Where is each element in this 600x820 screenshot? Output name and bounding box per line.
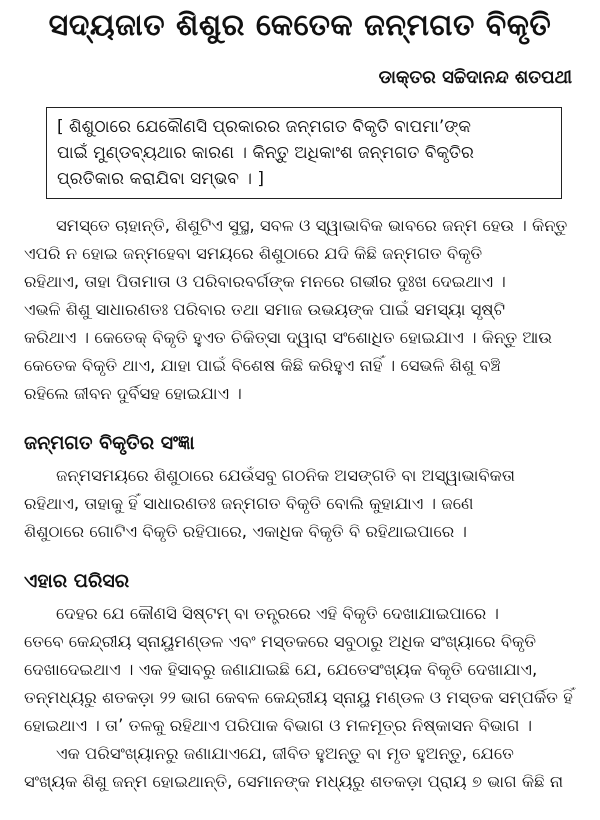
paragraph-line: ଜନ୍ମସମୟରେ ଶିଶୁଠାରେ ଯେଉଁସବୁ ଗଠନିକ ଅସଙ୍ଗତି ବା ଅସ୍ୱାଭାବିକତା <box>56 466 515 485</box>
intro-paragraph <box>24 212 580 408</box>
paragraph-line: ଶିଶୁଠାରେ ଗୋଟିଏ ବିକୃତି ରହିପାରେ, ଏକାଧିକ ବିକୃତି ବି ରହିଥାଇପାରେ । <box>24 522 467 541</box>
section-heading-scope: ଏହାର ପରିସର <box>24 570 130 592</box>
paragraph-line: କେତେକ ବିକୃତି ଥାଏ, ଯାହା ପାଇଁ ବିଶେଷ କିଛି କରିହୁଏ ନାହିଁ । ସେଭଳି ଶିଶୁ ବଞ୍ଚି <box>24 356 501 375</box>
paragraph-line: ଏପରି ନ ହୋଇ ଜନ୍ମହେବା ସମୟରେ ଶିଶୁଠାରେ ଯଦି କିଛି ଜନ୍ମଗତ ବିକୃତି <box>24 244 483 263</box>
section-heading-definition: ଜନ୍ମଗତ ବିକୃତିର ସଂଜ୍ଞା <box>24 432 195 454</box>
paragraph-line: ରହିଲେ ଜୀବନ ଦୁର୍ବିସହ ହୋଇଯାଏ । <box>24 384 242 403</box>
paragraph-line: ସଂଖ୍ୟକ ଶିଶୁ ଜନ୍ମ ହୋଇଥାନ୍ତି, ସେମାନଙ୍କ ମଧ୍ୟରୁ ଶତକଡ଼ା ପ୍ରାୟ ୭ ଭାଗ କିଛି ନା <box>24 772 564 791</box>
scope-paragraph <box>24 600 580 796</box>
abstract-box <box>46 107 562 199</box>
abstract-line: ପ୍ରତିକାର କରାଯିବା ସମ୍ଭବ । ] <box>57 169 265 189</box>
paragraph-line: ରହିଥାଏ, ତାହାକୁ ହିଁ ସାଧାରଣତଃ ଜନ୍ମଗତ ବିକୃତି ବୋଲି କୁହାଯାଏ । ଜଣେ <box>24 494 474 513</box>
article-title: ସଦ୍ୟଜାତ ଶିଶୁର କେତେକ ଜନ୍ମଗତ ବିକୃତି <box>48 8 552 43</box>
paragraph-line: ରହିଥାଏ, ତାହା ପିତାମାତା ଓ ପରିବାରବର୍ଗଙ୍କ ମନରେ ଗଭୀର ଦୁଃଖ ଦେଇଥାଏ । <box>24 272 506 291</box>
paragraph-line: କରିଥାଏ । କେତେକ୍ ବିକୃତି ହୁଏତ ଚିକିତ୍ସା ଦ୍ୱାରା ସଂଶୋଧିତ ହୋଇଯାଏ । କିନ୍ତୁ ଆଉ <box>24 328 553 347</box>
abstract-line: [ ଶିଶୁଠାରେ ଯେକୌଣସି ପ୍ରକାରର ଜନ୍ମଗତ ବିକୃତି ବାପମା’ଙ୍କ <box>57 117 471 137</box>
paragraph-line: ତେବେ କେନ୍ଦ୍ରୀୟ ସ୍ନାୟୁମଣ୍ଡଳ ଏବଂ ମସ୍ତକରେ ସବୁଠାରୁ ଅଧିକ ସଂଖ୍ୟାରେ ବିକୃତି <box>24 632 537 651</box>
paragraph-line: ହୋଇଥାଏ । ତା’ ତଳକୁ ରହିଥାଏ ପରିପାକ ବିଭାଗ ଓ ମଳମୂତ୍ର ନିଷ୍କାସନ ବିଭାଗ । <box>24 716 533 735</box>
author-name: ଡାକ୍ତର ସଚ୍ଚିଦାନନ୍ଦ ଶତପଥୀ <box>378 67 572 88</box>
definition-paragraph <box>24 462 580 546</box>
abstract-line: ପାଇଁ ମୁଣ୍ଡବ୍ୟଥାର କାରଣ । କିନ୍ତୁ ଅଧିକାଂଶ ଜନ୍ମଗତ ବିକୃତିର <box>57 143 474 163</box>
paragraph-line: ଏକ ପରିସଂଖ୍ୟାନରୁ ଜଣାଯାଏଯେ, ଜୀବିତ ହୁଅନ୍ତୁ ବା ମୃତ ହୁଅନ୍ତୁ, ଯେତେ <box>56 744 514 763</box>
paragraph-line: ଦେଖାଦେଇଥାଏ । ଏକ ହିସାବରୁ ଜଣାଯାଇଛି ଯେ, ଯେତେସଂଖ୍ୟକ ବିକୃତି ଦେଖାଯାଏ, <box>24 660 538 679</box>
paragraph-line: ଦେହର ଯେ କୌଣସି ସିଷ୍ଟମ୍ ବା ତନ୍ତ୍ରରେ ଏହି ବିକୃତି ଦେଖାଯାଇପାରେ । <box>56 604 499 623</box>
paragraph-line: ତନ୍ମଧ୍ୟରୁ ଶତକଡ଼ା ୨୨ ଭାଗ କେବଳ କେନ୍ଦ୍ରୀୟ ସ୍ନାୟୁ ମଣ୍ଡଳ ଓ ମସ୍ତକ ସମ୍ପର୍କିତ ହିଁ <box>24 688 573 707</box>
paragraph-line: ସମସ୍ତେ ଚାହାନ୍ତି, ଶିଶୁଟିଏ ସୁସ୍ଥ, ସବଳ ଓ ସ୍ୱାଭାବିକ ଭାବରେ ଜନ୍ମ ହେଉ । କିନ୍ତୁ <box>56 216 568 235</box>
paragraph-line: ଏଭଳି ଶିଶୁ ସାଧାରଣତଃ ପରିବାର ତଥା ସମାଜ ଉଭୟଙ୍କ ପାଇଁ ସମସ୍ୟା ସୃଷ୍ଟି <box>24 300 506 319</box>
